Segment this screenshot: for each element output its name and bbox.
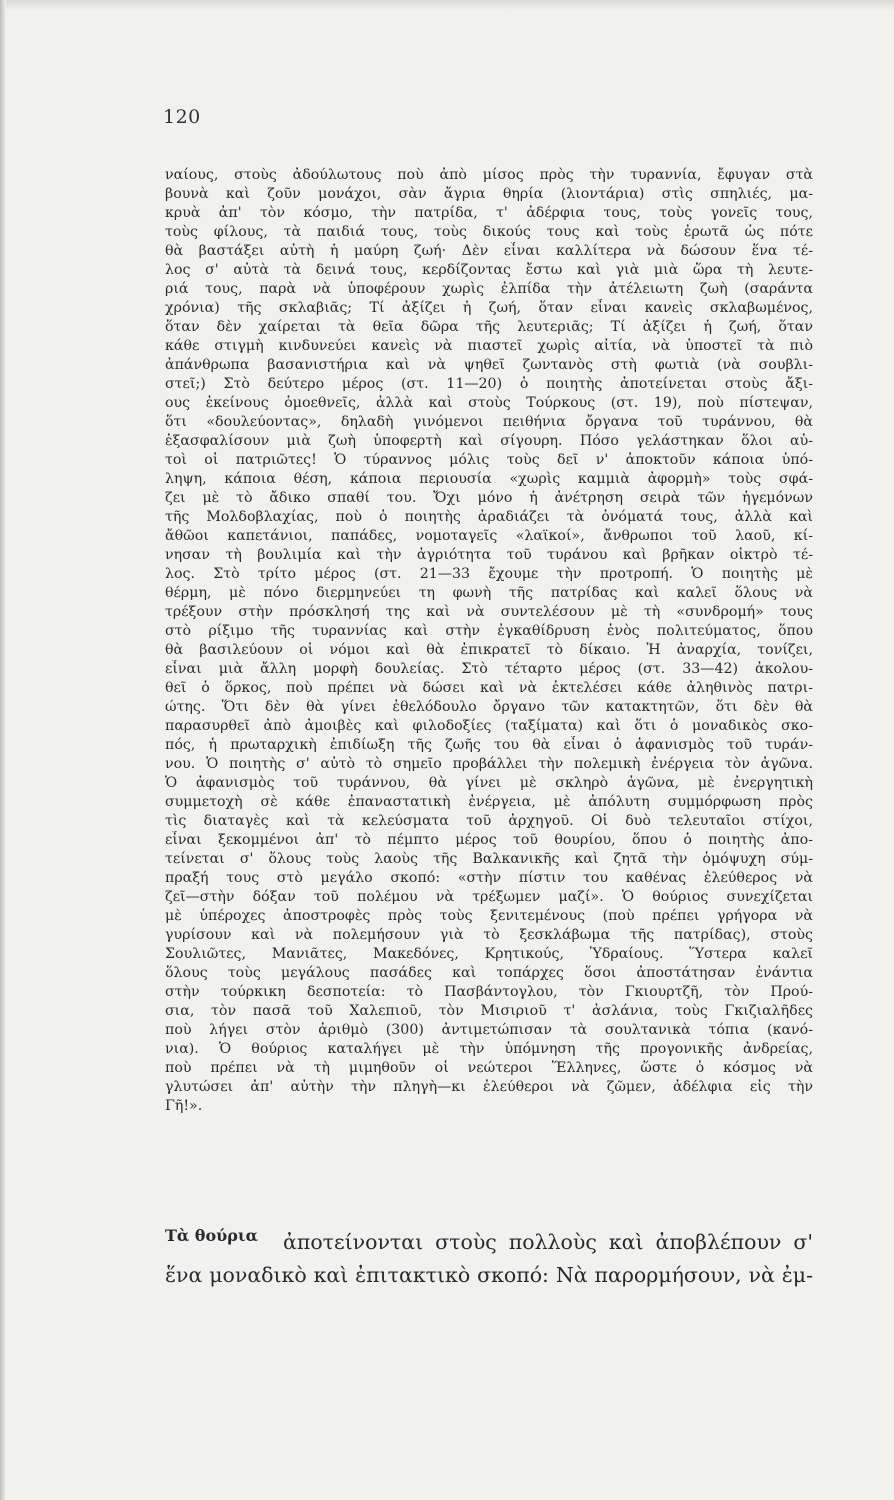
text-line: θὰ βασιλεύουν οἱ νόμοι καὶ θὰ ἐπικρατεῖ τὸ δίκαιο. Ἡ ἀναρχία, τονίζει, <box>165 642 813 658</box>
text-line: ληψη, κάποια θέση, κάποια περιουσία «χωρὶς καμμιὰ ἀφορμὴ» τοὺς σφά- <box>165 471 813 487</box>
text-line: ὅτι «δουλεύοντας», δηλαδὴ γινόμενοι πειθήνια ὄργανα τοῦ τυράννου, θὰ <box>165 414 813 430</box>
text-line: ζει μὲ τὸ ἄδικο σπαθί του. Ὄχι μόνο ἡ ἀνέτρηση σειρὰ τῶν ἡγεμόνων <box>165 490 813 506</box>
text-line: ώτης. Ὅτι δὲν θὰ γίνει ἐθελόδουλο ὄργανο τῶν κατακτητῶν, ὅτι δὲν θὰ <box>165 699 813 715</box>
text-line: ὅταν δὲν χαίρεται τὰ θεῖα δῶρα τῆς λευτεριᾶς; Τί ἀξίζει ἡ ζωή, ὅταν <box>165 319 813 335</box>
text-line: τὶς διαταγὲς καὶ τὰ κελεύσματα τοῦ ἀρχηγοῦ. Οἱ δυὸ τελευταῖοι στίχοι, <box>165 813 813 829</box>
text-line: πραξή τους στὸ μεγάλο σκοπό: «στὴν πίστιν του καθένας ἐλεύθερος νὰ <box>165 870 813 886</box>
text-line: γλυτώσει ἀπ' αὐτὴν τὴν πληγὴ—κι ἐλεύθεροι νὰ ζῶμεν, ἀδέλφια εἰς τὴν <box>165 1079 813 1095</box>
text-line: Γῆ!». <box>165 1098 203 1114</box>
text-line: νια). Ὁ θούριος καταλήγει μὲ τὴν ὑπόμνηση τῆς προγονικῆς ἀνδρείας, <box>165 1041 813 1057</box>
closing-line: ἕνα μοναδικὸ καὶ ἐπιτακτικὸ σκοπό: Νὰ παρορμήσουν, νὰ ἐμ- <box>165 1263 813 1287</box>
text-line: νου. Ὁ ποιητὴς σ' αὐτὸ τὸ σημεῖο προβάλλει τὴν πολεμικὴ ἐνέργεια τὸν ἀγῶνα. <box>165 756 813 772</box>
text-line: ἄθῶοι καπετάνιοι, παπάδες, νομοταγεῖς «λαϊκοί», ἄνθρωποι τοῦ λαοῦ, κί- <box>165 528 813 544</box>
text-line: ὅλους τοὺς μεγάλους πασάδες καὶ τοπάρχες ὅσοι ἀποστάτησαν ἐνάντια <box>165 965 813 981</box>
text-line: στὸ ρίξιμο τῆς τυραννίας καὶ στὴν ἐγκαθίδρυση ἑνὸς πολιτεύματος, ὅπου <box>165 623 813 639</box>
page-top-edge <box>0 0 894 10</box>
text-line: τοὺς φίλους, τὰ παιδιά τους, τοὺς δικούς τους καὶ τοὺς ἐρωτᾶ ὡς πότε <box>165 224 813 240</box>
text-line: κάθε στιγμὴ κινδυνεύει κανεὶς νὰ πιαστεῖ χωρὶς αἰτία, νὰ ὑποστεῖ τὰ πιὸ <box>165 338 813 354</box>
text-line: γυρίσουν καὶ νὰ πολεμήσουν γιὰ τὸ ξεσκλάβωμα τῆς πατρίδας), στοὺς <box>165 927 813 943</box>
text-line: σια, τὸν πασᾶ τοῦ Χαλεπιοῦ, τὸν Μισιριοῦ τ' ἀσλάνια, τοὺς Γκιζιαλῆδες <box>165 1003 813 1019</box>
closing-line: ἀποτείνονται στοὺς πολλοὺς καὶ ἀποβλέπουν σ' <box>283 1230 813 1254</box>
text-line: τείνεται σ' ὅλους τοὺς λαοὺς τῆς Βαλκανικῆς καὶ ζητᾶ τὴν ὁμόψυχη σύμ- <box>165 851 813 867</box>
text-line: στεῖ;) Στὸ δεύτερο μέρος (στ. 11—20) ὁ ποιητὴς ἀποτείνεται στοὺς ἄξι- <box>165 376 813 392</box>
page-left-edge <box>0 0 6 1500</box>
text-line: θέρμη, μὲ πόνο διερμηνεύει τη φωνὴ τῆς πατρίδας καὶ καλεῖ ὅλους νὰ <box>165 585 813 601</box>
text-line: εἶναι ξεκομμένοι ἀπ' τὸ πέμπτο μέρος τοῦ θουρίου, ὅπου ὁ ποιητὴς ἀπο- <box>165 832 813 848</box>
text-line: κρυὰ ἀπ' τὸν κόσμο, τὴν πατρίδα, τ' ἀδέρφια τους, τοὺς γονεῖς τους, <box>165 205 813 221</box>
body-text <box>165 166 813 1116</box>
text-line: στὴν τούρκικη δεσποτεία: τὸ Πασβάντογλου, τὸν Γκιουρτζῆ, τὸν Πρού- <box>165 984 813 1000</box>
text-line: ἀπάνθρωπα βασανιστήρια καὶ νὰ ψηθεῖ ζωντανὸς στὴ φωτιὰ (νὰ σουβλι- <box>165 357 813 373</box>
text-line: νησαν τὴ βουλιμία καὶ τὴν ἀγριότητα τοῦ τυράνου καὶ βρῆκαν οἰκτρὸ τέ- <box>165 547 813 563</box>
text-line: ποὺ λήγει στὸν ἀριθμὸ (300) ἀντιμετώπισαν τὰ σουλτανικὰ τόπια (κανό- <box>165 1022 813 1038</box>
text-line: μὲ ὑπέροχες ἀποστροφὲς πρὸς τοὺς ξενιτεμένους (ποὺ πρέπει γρήγορα νὰ <box>165 908 813 924</box>
page-number: 120 <box>163 106 201 128</box>
text-line: τοὶ οἱ πατριῶτες! Ὁ τύραννος μόλις τοὺς δεῖ ν' ἀποκτοῦν κάποια ὑπό- <box>165 452 813 468</box>
text-line: θὰ βαστάξει αὐτὴ ἡ μαύρη ζωή· Δὲν εἶναι καλλίτερα νὰ δώσουν ἕνα τέ- <box>165 243 813 259</box>
text-line: Ὁ ἀφανισμὸς τοῦ τυράννου, θὰ γίνει μὲ σκληρὸ ἀγῶνα, μὲ ἐνεργητικὴ <box>165 775 813 791</box>
text-line: θεῖ ὁ ὅρκος, ποὺ πρέπει νὰ δώσει καὶ νὰ ἐκτελέσει κάθε ἀληθινὸς πατρι- <box>165 680 813 696</box>
text-line: ριά τους, παρὰ νὰ ὑποφέρουν χωρὶς ἐλπίδα τὴν ἀτέλειωτη ζωὴ (σαράντα <box>165 281 813 297</box>
text-line: εἶναι μιὰ ἄλλη μορφὴ δουλείας. Στὸ τέταρτο μέρος (στ. 33—42) ἀκολου- <box>165 661 813 677</box>
text-line: τῆς Μολδοβλαχίας, ποὺ ὁ ποιητὴς ἀραδιάζει τὰ ὀνόματά τους, ἀλλὰ καὶ <box>165 509 813 525</box>
text-line: συμμετοχὴ σὲ κάθε ἐπαναστατικὴ ἐνέργεια, μὲ ἀπόλυτη συμμόρφωση πρὸς <box>165 794 813 810</box>
text-line: χρόνια) τῆς σκλαβιᾶς; Τί ἀξίζει ἡ ζωή, ὅταν εἶναι κανεὶς σκλαβωμένος, <box>165 300 813 316</box>
text-line: Σουλιῶτες, Μανιᾶτες, Μακεδόνες, Κρητικούς, Ὑδραίους. Ὕστερα καλεῖ <box>165 946 813 962</box>
closing-lead-bold: Τὰ θούρια <box>165 1226 258 1245</box>
text-line: παρασυρθεῖ ἀπὸ ἀμοιβὲς καὶ φιλοδοξίες (ταξίματα) καὶ ὅτι ὁ μοναδικὸς σκο- <box>165 718 813 734</box>
text-line: τρέξουν στὴν πρόσκλησή της καὶ νὰ συντελέσουν μὲ τὴ «συνδρομή» τους <box>165 604 813 620</box>
text-line: ναίους, στοὺς ἀδούλωτους ποὺ ἀπὸ μίσος πρὸς τὴν τυραννία, ἔφυγαν στὰ <box>165 167 813 183</box>
text-line: ζεῖ—στὴν δόξαν τοῦ πολέμου νὰ τρέξωμεν μαζί». Ὁ θούριος συνεχίζεται <box>165 889 813 905</box>
closing-paragraph <box>165 1226 813 1292</box>
text-line: ποὺ πρέπει νὰ τὴ μιμηθοῦν οἱ νεώτεροι Ἕλληνες, ὥστε ὁ κόσμος νὰ <box>165 1060 813 1076</box>
text-line: πός, ἡ πρωταρχικὴ ἐπιδίωξη τῆς ζωῆς του θὰ εἶναι ὁ ἀφανισμὸς τοῦ τυράν- <box>165 737 813 753</box>
text-line: βουνὰ καὶ ζοῦν μονάχοι, σὰν ἄγρια θηρία (λιοντάρια) στὶς σπηλιές, μα- <box>165 186 813 202</box>
text-line: λος σ' αὐτὰ τὰ δεινά τους, κερδίζοντας ἔστω καὶ γιὰ μιὰ ὥρα τὴ λευτε- <box>165 262 813 278</box>
text-line: ους ἐκείνους ὁμοεθνεῖς, ἀλλὰ καὶ στοὺς Τούρκους (στ. 19), ποὺ πίστεψαν, <box>165 395 813 411</box>
text-line: λος. Στὸ τρίτο μέρος (στ. 21—33 ἔχουμε τὴν προτροπή. Ὁ ποιητὴς μὲ <box>165 566 813 582</box>
text-line: ἐξασφαλίσουν μιὰ ζωὴ ὑποφερτὴ καὶ σίγουρη. Πόσο γελάστηκαν ὅλοι αὐ- <box>165 433 813 449</box>
